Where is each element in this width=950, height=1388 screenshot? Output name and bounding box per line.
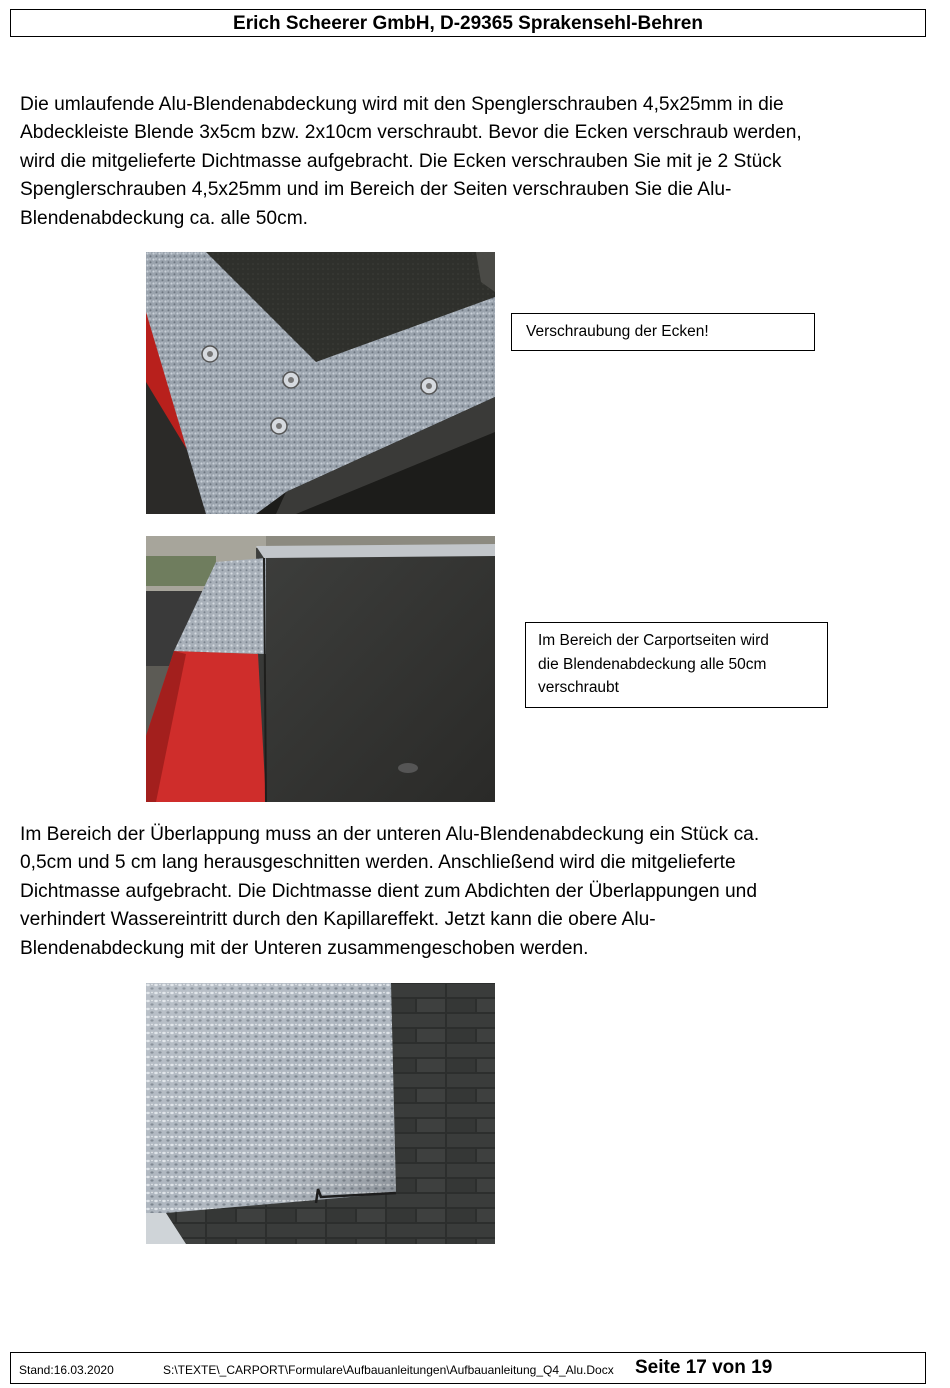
paragraph-line: Im Bereich der Überlappung muss an der unteren Alu-Blendenabdeckung ein Stück ca.	[20, 824, 760, 845]
paragraph-line: Die umlaufende Alu-Blendenabdeckung wird mit den Spenglerschrauben 4,5x25mm in die	[20, 94, 784, 115]
instruction-paragraph-1	[20, 91, 920, 233]
page-footer	[10, 1352, 926, 1384]
paragraph-line: Blendenabdeckung ca. alle 50cm.	[20, 207, 309, 229]
photo-overlap-cutout	[146, 983, 495, 1244]
footer-page-number: Seite 17 von 19	[635, 1357, 773, 1378]
page-header	[10, 9, 926, 37]
callout-side-note	[525, 622, 828, 708]
paragraph-line: wird die mitgelieferte Dichtmasse aufgebracht. Die Ecken verschrauben Sie mit je 2 Stück	[20, 150, 782, 172]
footer-date: Stand:16.03.2020	[19, 1363, 114, 1377]
paragraph-line: Abdeckleiste Blende 3x5cm bzw. 2x10cm verschraubt. Bevor die Ecken verschraub werden,	[20, 122, 802, 144]
callout-text: Verschraubung der Ecken!	[526, 323, 709, 340]
callout-line: die Blendenabdeckung alle 50cm	[538, 655, 767, 673]
paragraph-line: verhindert Wassereintritt durch den Kapillareffekt. Jetzt kann die obere Alu-	[20, 909, 656, 931]
callout-corner-note	[511, 313, 815, 351]
paragraph-line: Spenglerschrauben 4,5x25mm und im Bereich der Seiten verschrauben Sie die Alu-	[20, 179, 732, 201]
photo-side-cover	[146, 536, 495, 802]
paragraph-line: 0,5cm und 5 cm lang herausgeschnitten werden. Anschließend wird die mitgelieferte	[20, 852, 736, 874]
paragraph-line: Dichtmasse aufgebracht. Die Dichtmasse dient zum Abdichten der Überlappungen und	[20, 880, 758, 902]
header-title: Erich Scheerer GmbH, D-29365 Sprakensehl-Behren	[233, 13, 703, 34]
callout-line: verschraubt	[538, 679, 619, 696]
paragraph-line: Blendenabdeckung mit der Unteren zusammengeschoben werden.	[20, 937, 589, 959]
photo-corner-screwing	[146, 252, 495, 514]
footer-file-path: S:\TEXTE\_CARPORT\Formulare\Aufbauanleitungen\Aufbauanleitung_Q4_Alu.Docx	[163, 1363, 614, 1377]
callout-line: Im Bereich der Carportseiten wird	[538, 632, 769, 649]
instruction-paragraph-2	[20, 821, 920, 963]
